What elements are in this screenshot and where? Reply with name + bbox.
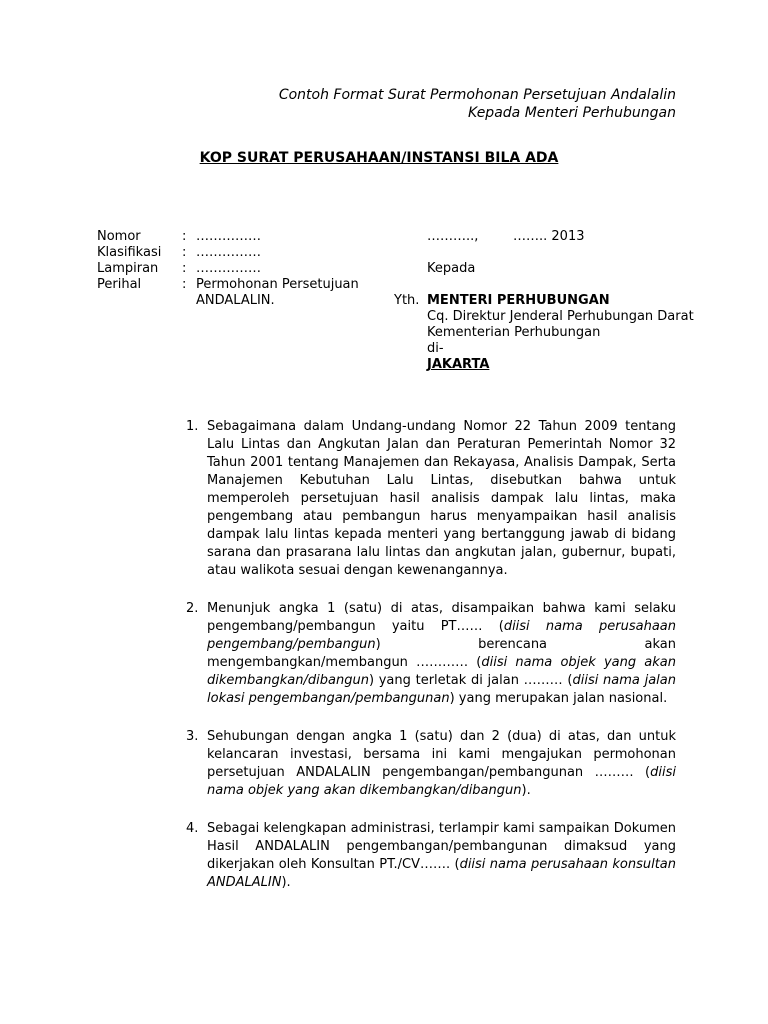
- item-text: Sehubungan dengan angka 1 (satu) dan 2 (dua) di atas, dan untuk kelancaran investasi, bersama ini kami mengajukan permohonan persetujuan ANDALALIN pengembangan/pembangunan ……… (diisi nama objek yang akan dikembangkan/dibangun).: [207, 729, 676, 798]
- kepada-label: Kepada: [427, 261, 476, 276]
- list-item: [186, 418, 676, 580]
- recipient-di: di-: [427, 341, 444, 356]
- colon: :: [182, 261, 187, 276]
- letter-date: …….. 2013: [513, 229, 585, 244]
- perihal-value: Permohonan Persetujuan: [196, 277, 359, 292]
- nomor-value: ……………: [196, 229, 261, 244]
- recipient-name: MENTERI PERHUBUNGAN: [427, 293, 610, 308]
- colon: :: [182, 229, 187, 244]
- list-item: [186, 820, 676, 892]
- document-header: [279, 86, 676, 122]
- recipient-cq: Cq. Direktur Jenderal Perhubungan Darat: [427, 309, 694, 324]
- list-item: [186, 728, 676, 800]
- recipient-city: JAKARTA: [427, 357, 490, 372]
- item-number: 2.: [186, 601, 199, 616]
- klasifikasi-label: Klasifikasi: [97, 245, 162, 260]
- recipient-ministry: Kementerian Perhubungan: [427, 325, 601, 340]
- perihal-label: Perihal: [97, 277, 142, 292]
- letterhead-placeholder: [0, 150, 768, 166]
- item-number: 1.: [186, 419, 199, 434]
- header-title: Contoh Format Surat Permohonan Persetujuan Andalalin: [278, 87, 676, 103]
- nomor-label: Nomor: [97, 229, 141, 244]
- klasifikasi-value: ……………: [196, 245, 261, 260]
- item-text: Sebagaimana dalam Undang-undang Nomor 22 Tahun 2009 tentang Lalu Lintas dan Angkutan Jalan dan Peraturan Pemerintah Nomor 32 Tahun 2001 tentang Manajemen dan Rekayasa, Analisis Dampak, Serta Manajemen Kebutuhan Lalu Lintas, disebutkan bahwa untuk memperoleh persetujuan hasil analisis dampak lalu lintas, maka pengembang atau pembangun harus menyampaikan hasil analisis dampak lalu lintas kepada menteri yang bertanggung jawab di bidang sarana dan prasarana lalu lintas dan angkutan jalan, gubernur, bupati, atau walikota sesuai dengan kewenangannya.: [207, 419, 676, 578]
- lampiran-value: ……………: [196, 261, 261, 276]
- colon: :: [182, 245, 187, 260]
- header-subtitle: Kepada Menteri Perhubungan: [468, 105, 676, 121]
- letterhead-text: KOP SURAT PERUSAHAAN/INSTANSI BILA ADA: [199, 150, 559, 166]
- letter-place: ………..,: [427, 229, 479, 244]
- perihal-value-cont: ANDALALIN.: [196, 293, 275, 308]
- list-item: [186, 600, 676, 708]
- item-text: Menunjuk angka 1 (satu) di atas, disampaikan bahwa kami selaku pengembang/pembangun yaitu PT…… (diisi nama perusahaan pengembang/pembangun) berencana akan mengembangkan/membangun ………… (diisi nama objek yang akan dikembangkan/dibangun) yang terletak di jalan ……… (diisi nama jalan lokasi pengembangan/pembangunan) yang merupakan jalan nasional.: [207, 601, 677, 706]
- yth-label: Yth.: [394, 293, 420, 308]
- lampiran-label: Lampiran: [97, 261, 159, 276]
- letter-body-list: [186, 418, 676, 912]
- item-number: 3.: [186, 729, 199, 744]
- item-number: 4.: [186, 821, 199, 836]
- item-text: Sebagai kelengkapan administrasi, terlampir kami sampaikan Dokumen Hasil ANDALALIN pengembangan/pembangunan dimaksud yang dikerjakan oleh Konsultan PT./CV……. (diisi nama perusahaan konsultan ANDALALIN).: [207, 821, 676, 890]
- colon: :: [182, 277, 187, 292]
